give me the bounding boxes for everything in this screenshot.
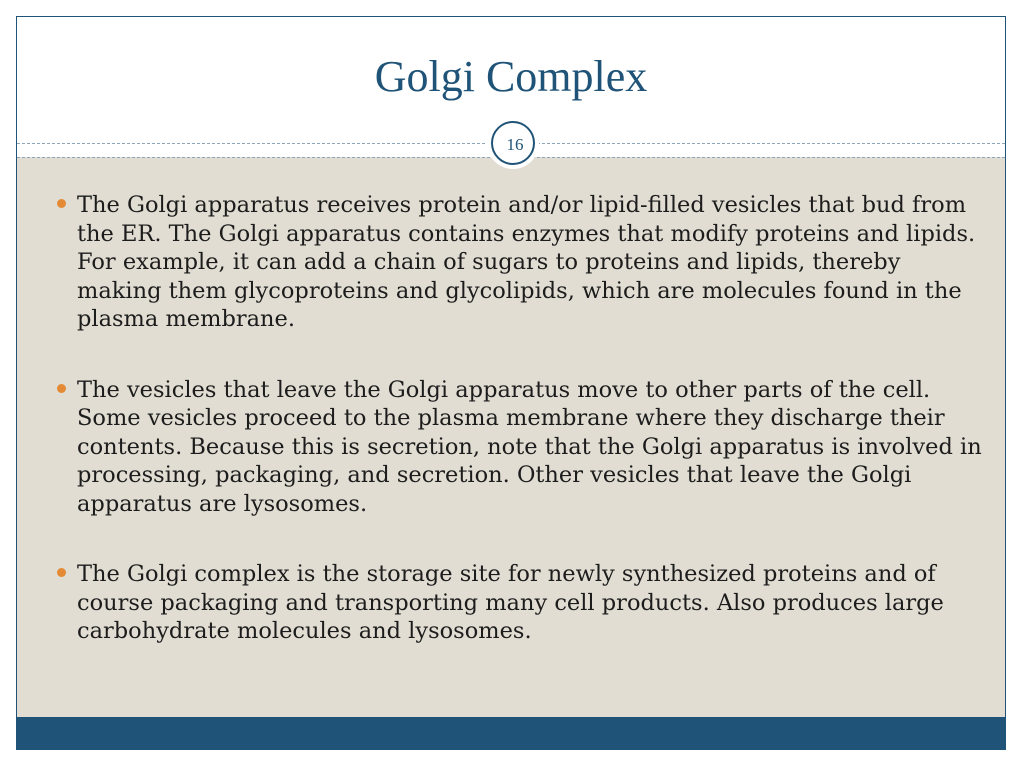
bullet-dot-icon bbox=[57, 384, 66, 393]
bullet-dot-icon bbox=[57, 199, 66, 208]
bullet-item bbox=[57, 376, 987, 519]
bullet-text: The Golgi complex is the storage site for newly synthesized proteins and of course packaging and transporting many cell products. Also produces large carbohydrate molecules and lysosomes. bbox=[77, 561, 944, 644]
bullet-text: The vesicles that leave the Golgi apparatus move to other parts of the cell. Some vesicles proceed to the plasma membrane where they discharge their contents. Because this is secretion, note that the Golgi apparatus is involved in processing, packaging, and secretion. Other vesicles that leave the Golgi apparatus are lysosomes. bbox=[77, 376, 982, 517]
slide-number-ring bbox=[491, 121, 535, 165]
slide-footer-bar bbox=[17, 717, 1005, 750]
bullet-text: The Golgi apparatus receives protein and/or lipid-filled vesicles that bud from the ER. The Golgi apparatus contains enzymes that modify proteins and lipids. For example, it can add a chain of sugars to proteins and lipids, thereby making them glycoproteins and glycolipids, which are molecules found in the plasma membrane. bbox=[77, 192, 976, 332]
bullet-item bbox=[57, 191, 987, 334]
bullet-item bbox=[57, 560, 987, 646]
slide-number: 16 bbox=[506, 135, 524, 154]
slide bbox=[16, 16, 1006, 750]
slide-title: Golgi Complex bbox=[374, 52, 648, 101]
bullet-list bbox=[57, 191, 987, 688]
bullet-dot-icon bbox=[57, 568, 66, 577]
slide-number-badge bbox=[487, 117, 539, 169]
